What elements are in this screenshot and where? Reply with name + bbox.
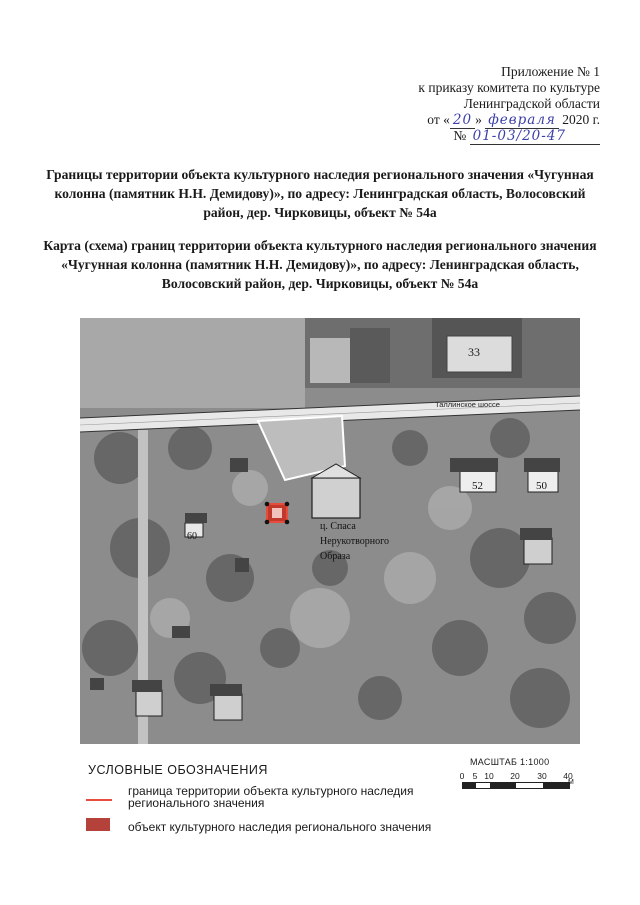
date-mid: » — [475, 112, 482, 127]
boundary-line-symbol — [86, 799, 112, 801]
document-title: Границы территории объекта культурного наследия регионального значения «Чугунная колонна (памятник Н.Н. Демидову)», по адресу: Ленинградская область, Волосовский район, дер. Чирковицы, объект № 54а — [46, 167, 594, 220]
church-label-3: Образа — [320, 551, 351, 562]
scale-title: МАСШТАБ 1:1000 — [470, 757, 550, 767]
scale-tick: 40 — [563, 771, 573, 781]
legend-title: УСЛОВНЫЕ ОБОЗНАЧЕНИЯ — [88, 763, 268, 777]
scale-tick: 30 — [537, 771, 547, 781]
church-label-2: Нерукотворного — [320, 536, 389, 547]
road-label: Таллинское шоссе — [435, 400, 500, 409]
house-52-label: 52 — [472, 480, 483, 492]
scale-tick: 10 — [484, 771, 494, 781]
house-60-label: 60 — [187, 531, 197, 542]
appendix-line-3: Ленинградской области — [463, 96, 600, 111]
house-33-label: 33 — [468, 345, 480, 359]
scale-unit: М — [568, 779, 574, 786]
date-month: февраля — [485, 112, 559, 129]
legend-object-label: объект культурного наследия регионального значения — [128, 820, 432, 834]
scale-tick: 20 — [510, 771, 520, 781]
appendix-line-1: Приложение № 1 — [501, 64, 600, 79]
appendix-line-2: к приказу комитета по культуре — [418, 80, 600, 95]
number-value: 01-03/20-47 — [470, 128, 600, 145]
legend-boundary-label: граница территории объекта культурного наследия регионального значения — [128, 784, 414, 810]
appendix-block — [418, 64, 600, 144]
scale-tick: 0 — [459, 771, 465, 781]
scale-bar — [462, 782, 570, 789]
date-prefix: от « — [427, 112, 450, 127]
appendix-date — [418, 112, 600, 128]
map-title: Карта (схема) границ территории объекта культурного наследия регионального значения «Чугунная колонна (памятник Н.Н. Демидову)», по адресу: Ленинградская область, Волосовский район, дер. Чирковицы, объект № 54а — [43, 238, 597, 291]
object-symbol — [86, 818, 110, 831]
appendix-number — [418, 128, 600, 144]
number-prefix: № — [453, 128, 467, 143]
house-50-label: 50 — [536, 480, 547, 492]
date-day: 20 — [450, 112, 475, 129]
map-scheme — [80, 318, 580, 744]
map-image — [80, 318, 580, 744]
scale-tick: 5 — [472, 771, 478, 781]
church-label-1: ц. Спаса — [320, 521, 356, 532]
date-year: 2020 г. — [562, 112, 600, 127]
